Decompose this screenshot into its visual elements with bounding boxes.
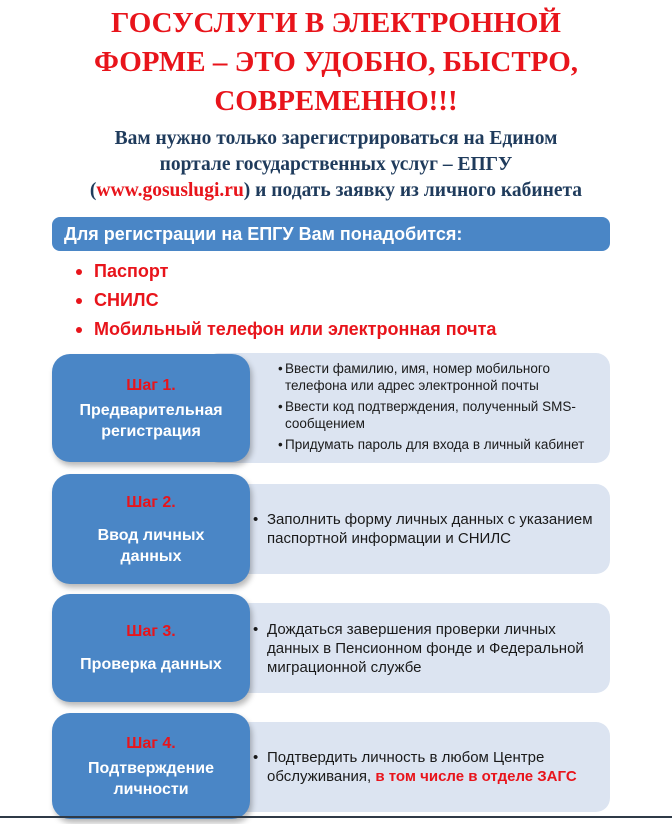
step-1-box (52, 354, 250, 462)
subtitle-open-paren: ( (89, 180, 97, 201)
step-3-number: Шаг 3. (126, 623, 176, 640)
requirement-contact: Мобильный телефон или электронная почта (75, 315, 496, 344)
requirements-list (75, 257, 496, 344)
step-4-box (52, 713, 250, 819)
step-1-number: Шаг 1. (126, 376, 176, 394)
page-title (0, 4, 672, 121)
portal-url-link[interactable]: www.gosuslugi.ru (96, 180, 244, 201)
title-line-1: ГОСУСЛУГИ В ЭЛЕКТРОННОЙ (111, 7, 561, 39)
step-4-bullet (267, 748, 598, 786)
requirement-snils: СНИЛС (75, 286, 496, 315)
step-3-description (205, 603, 610, 693)
registration-banner: Для регистрации на ЕПГУ Вам понадобится: (52, 217, 610, 251)
step-3-box (52, 594, 250, 702)
step-3-name: Проверка данных (80, 656, 222, 673)
subtitle (20, 126, 652, 204)
requirement-passport: Паспорт (75, 257, 496, 286)
step-2-number: Шаг 2. (126, 493, 176, 511)
step-2-box (52, 474, 250, 584)
step-3-bullet: • Дождаться завершения проверки личных данных в Пенсионном фонде и Федеральной миграционной службе (267, 620, 598, 677)
step-1-bullet: • Ввести фамилию, имя, номер мобильного телефона или адрес электронной почты (285, 360, 598, 394)
subtitle-line-3 (20, 178, 652, 204)
step-4-bullet-highlight: в том числе в отделе ЗАГС (375, 768, 577, 785)
step-1-description (205, 353, 610, 463)
step-4-name: Подтверждение личности (88, 759, 214, 798)
step-1-bullet: • Придумать пароль для входа в личный кабинет (285, 436, 598, 453)
step-4-number: Шаг 4. (126, 734, 176, 752)
step-4-description (205, 722, 610, 812)
step-1-name: Предварительная регистрация (79, 401, 223, 440)
step-2-name: Ввод личных данных (97, 526, 205, 565)
subtitle-line-3-rest: ) и подать заявку из личного кабинета (243, 180, 583, 201)
title-line-2: ФОРМЕ – ЭТО УДОБНО, БЫСТРО, (93, 46, 579, 78)
subtitle-line-2: портале государственных услуг – ЕПГУ (159, 154, 513, 175)
title-line-3: СОВРЕМЕННО!!! (214, 85, 458, 117)
step-2-bullet: • Заполнить форму личных данных с указанием паспортной информации и СНИЛС (267, 510, 598, 548)
bottom-divider (0, 816, 672, 818)
step-1-bullet: • Ввести код подтверждения, полученный SMS-сообщением (285, 398, 598, 432)
step-2-description (205, 484, 610, 574)
subtitle-line-1: Вам нужно только зарегистрироваться на Едином (114, 128, 558, 149)
step-4-bullet-text: Подтвердить личность в любом Центре обслуживания, (267, 749, 545, 785)
